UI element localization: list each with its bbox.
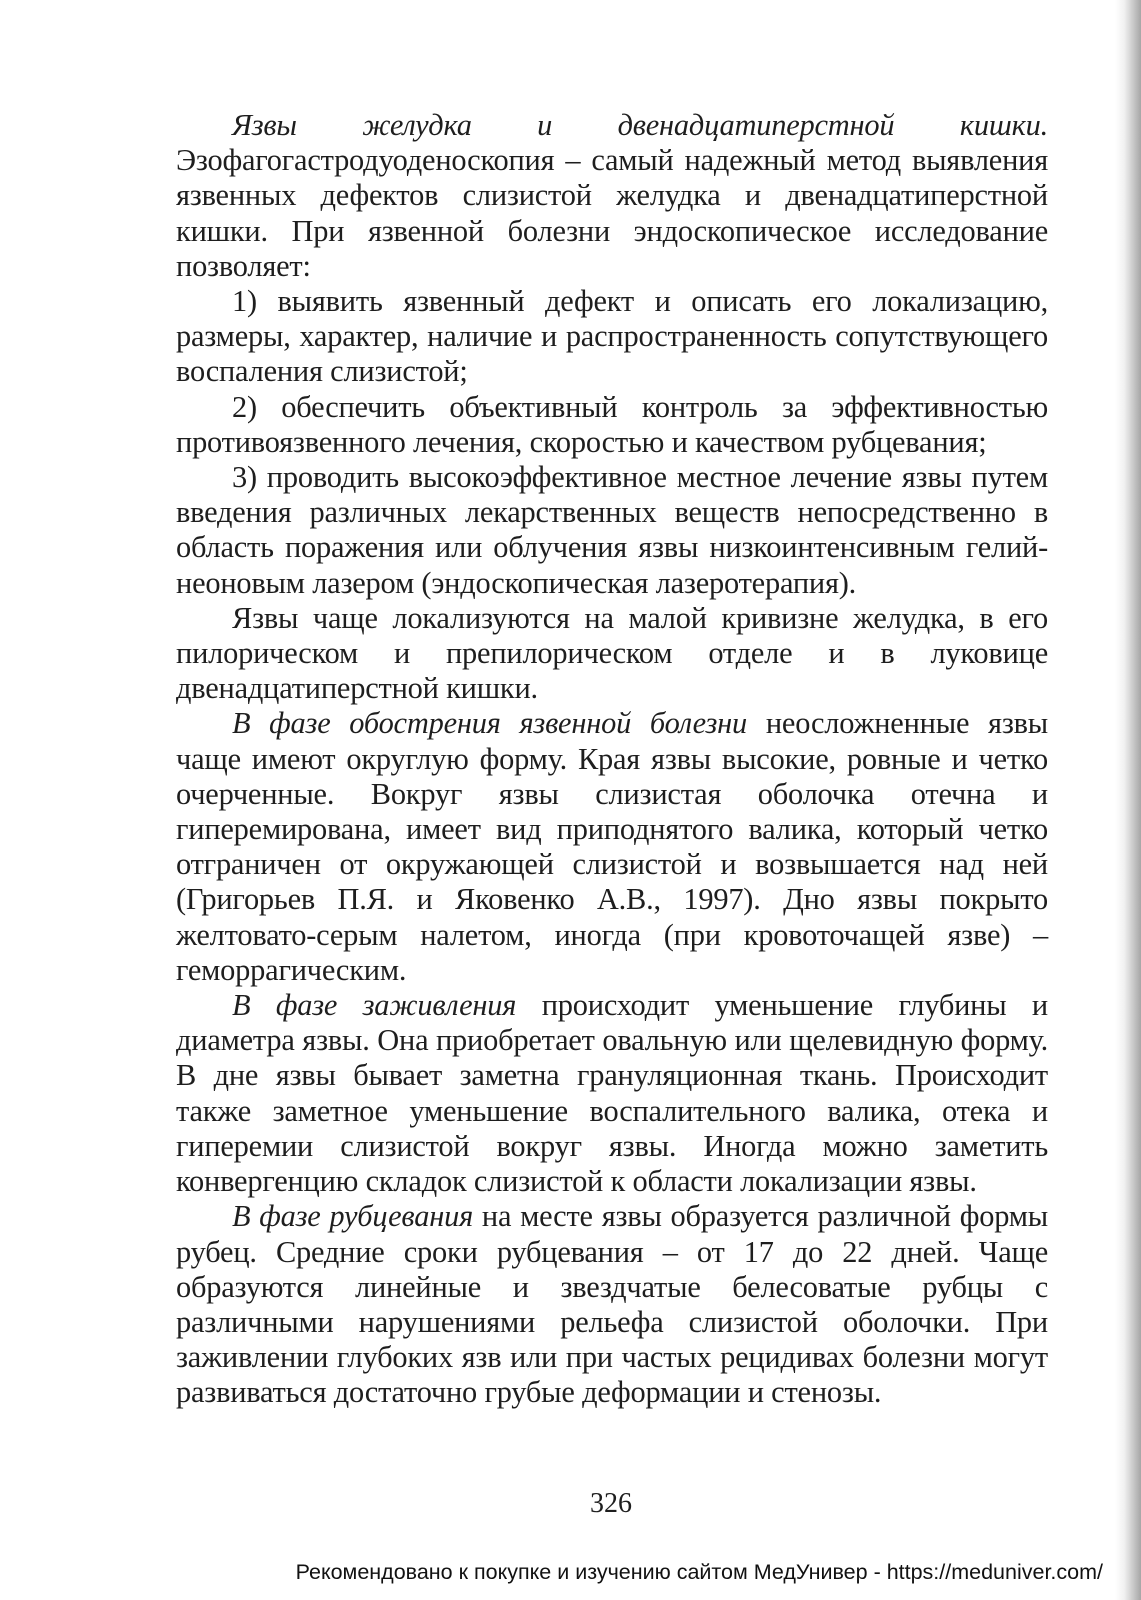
italic-heading: В фазе заживления bbox=[232, 988, 517, 1023]
paragraph-text: 1) выявить язвенный дефект и описать его локализацию, размеры, характер, наличие и распространенность сопутствующего воспаления слизистой; bbox=[176, 284, 1048, 389]
italic-heading: В фазе обострения язвенной болезни bbox=[232, 706, 748, 741]
paragraph-text: Язвы чаще локализуются на малой кривизне желудка, в его пилорическом и препилорическом отделе и в луковице двенадцатиперстной кишки. bbox=[176, 600, 1048, 706]
page-edge-shadow bbox=[1115, 0, 1141, 1600]
italic-heading: В фазе рубцевания bbox=[232, 1199, 474, 1234]
paragraph-list-item-2 bbox=[176, 390, 1048, 460]
paragraph-list-item-1 bbox=[176, 284, 1048, 390]
paragraph-text: на месте язвы образуется различной формы рубец. Средние сроки рубцевания – от 17 до 22 дней. Чаще образуются линейные и звездчатые белесоватые рубцы с различными нарушениями рельефа слизистой оболочки. При заживлении глубоких язв или при частых рецидивах болезни могут развиваться достаточно грубые деформации и стенозы. bbox=[176, 1199, 1048, 1410]
body-text bbox=[176, 108, 1048, 1411]
paragraph-text: неосложненные язвы чаще имеют округлую форму. Края язвы высокие, ровные и четко очерченные. Вокруг язвы слизистая оболочка отечна и гиперемирована, имеет вид приподнятого валика, который четко отграничен от окружающей слизистой и возвышается над ней (Григорьев П.Я. и Яковенко А.В., 1997). Дно язвы покрыто желтовато-серым налетом, иногда (при кровоточащей язве) – геморрагическим. bbox=[176, 706, 1048, 987]
paragraph-healing-phase bbox=[176, 988, 1048, 1199]
page-number: 326 bbox=[590, 1488, 632, 1519]
paragraph-text: 3) проводить высокоэффективное местное лечение язвы путем введения различных лекарственных веществ непосредственно в область поражения или облучения язвы низкоинтенсивным гелий-неоновым лазером (эндоскопическая лазеротерапия). bbox=[176, 460, 1048, 600]
paragraph-scarring-phase bbox=[176, 1199, 1048, 1410]
paragraph-list-item-3 bbox=[176, 460, 1048, 601]
footer-watermark-text: Рекомендовано к покупке и изучению сайтом МедУнивер - https://meduniver.com/ bbox=[295, 1560, 1103, 1584]
paragraph-ulcers-intro bbox=[176, 108, 1048, 284]
italic-heading: Язвы желудка и двенадцатиперстной кишки. bbox=[232, 108, 1048, 142]
paragraph-text: происходит уменьшение глубины и диаметра язвы. Она приобретает овальную или щелевидную форму. В дне язвы бывает заметна грануляционная ткань. Происходит также заметное уменьшение воспалительного валика, отека и гиперемии слизистой вокруг язвы. Иногда можно заметить конвергенцию складок слизистой к области локализации язвы. bbox=[176, 988, 1048, 1199]
paragraph-exacerbation-phase bbox=[176, 706, 1048, 988]
paragraph-text: 2) обеспечить объективный контроль за эффективностью противоязвенного лечения, скоростью и качеством рубцевания; bbox=[176, 389, 1048, 459]
paragraph-localization bbox=[176, 601, 1048, 707]
paragraph-text: Эзофагогастродуоденоскопия – самый надежный метод выявления язвенных дефектов слизистой желудка и двенадцатиперстной кишки. При язвенной болезни эндоскопическое исследование позволяет: bbox=[176, 143, 1048, 283]
